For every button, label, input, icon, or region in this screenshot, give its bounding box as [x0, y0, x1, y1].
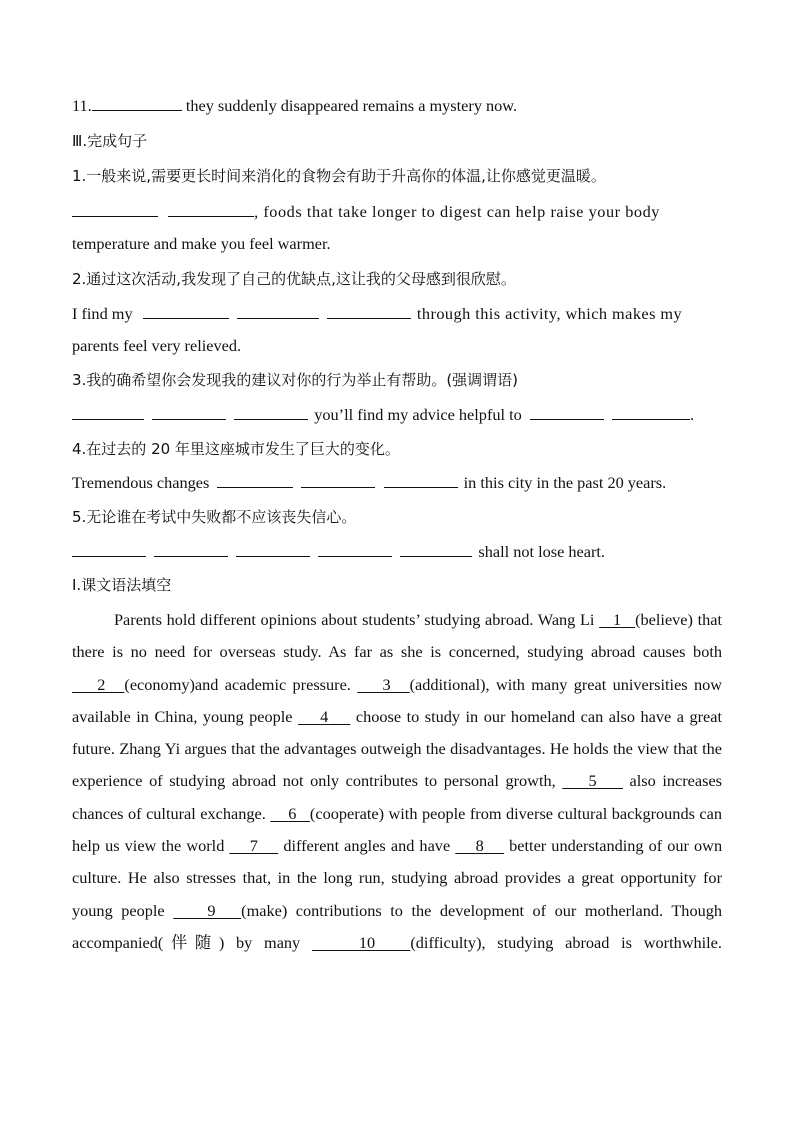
answer-blank[interactable] [234, 405, 308, 420]
answer-blank[interactable] [327, 304, 411, 319]
answer-blank[interactable] [318, 542, 392, 557]
passage-text: different angles and have [283, 836, 451, 856]
passage-text: choose to study in our homeland can also have a great future. Zhang Yi argues that the advantages outweigh the disadvantages. He holds the view that the experience of studying abroad not only contributes to personal growth, [72, 706, 723, 791]
passage-text: also increases chances of cultural exchange. [72, 771, 723, 823]
sentence-5-text: shall not lose heart. [478, 542, 605, 561]
answer-blank[interactable] [143, 304, 229, 319]
answer-blank[interactable] [384, 473, 458, 488]
sentence-4-chinese: 4.在过去的 20 年里这座城市发生了巨大的变化。 [72, 440, 400, 458]
sentence-3-end: . [689, 405, 695, 424]
answer-blank[interactable] [217, 473, 293, 488]
answer-blank[interactable] [530, 405, 604, 420]
sentence-3-chinese: 3.我的确希望你会发现我的建议对你的行为举止有帮助。(强调谓语) [72, 371, 519, 389]
answer-blank[interactable] [72, 202, 158, 217]
answer-blank[interactable] [152, 405, 226, 420]
answer-blank[interactable] [154, 542, 228, 557]
passage-text: (difficulty), studying abroad is worthwhile. [410, 932, 722, 952]
section-title-grammar-fill: Ⅰ.课文语法填空 [72, 576, 172, 594]
passage-text: (additional), with many great universities now available in China, young people [72, 674, 723, 726]
cloze-blank-3[interactable]: 3 [382, 674, 391, 694]
cloze-blank-1[interactable]: 1 [613, 610, 622, 629]
sentence-5-chinese: 5.无论谁在考试中失败都不应该丧失信心。 [72, 508, 357, 526]
answer-blank[interactable] [612, 405, 690, 420]
answer-blank[interactable] [92, 96, 182, 111]
sentence-1-text: , foods that take longer to digest can help raise your body [254, 202, 660, 221]
sentence-1-chinese: 1.一般来说,需要更长时间来消化的食物会有助于升高你的体温,让你感觉更温暖。 [72, 167, 606, 185]
passage-text: (economy)and academic pressure. [124, 674, 351, 694]
answer-blank[interactable] [301, 473, 375, 488]
sentence-2-english-cont: parents feel very relieved. [72, 336, 242, 355]
question-text: they suddenly disappeared remains a mystery now. [181, 96, 518, 115]
answer-blank[interactable] [237, 304, 319, 319]
passage-text: (cooperate) with people from diverse cultural backgrounds can help us view the world [72, 803, 722, 856]
cloze-blank-8[interactable]: 8 [475, 836, 484, 856]
sentence-4-prefix: Tremendous changes [72, 473, 210, 492]
cloze-blank-4[interactable]: 4 [320, 706, 329, 726]
sentence-2-english [72, 303, 722, 325]
section-title-completion: Ⅲ.完成句子 [72, 132, 148, 150]
answer-blank[interactable] [168, 202, 254, 217]
sentence-2-prefix: I find my [72, 304, 133, 323]
cloze-blank-10[interactable]: 10 [358, 932, 376, 952]
sentence-3-english [72, 404, 694, 426]
cloze-passage [72, 604, 722, 959]
cloze-blank-6[interactable]: 6 [288, 803, 297, 823]
answer-blank[interactable] [236, 542, 310, 557]
cloze-blank-7[interactable]: 7 [249, 836, 258, 856]
cloze-blank-2[interactable]: 2 [97, 674, 106, 694]
passage-text: Parents hold different opinions about students’ studying abroad. Wang Li [114, 610, 595, 629]
sentence-1-english-cont: temperature and make you feel warmer. [72, 234, 331, 253]
sentence-5-english [72, 541, 605, 563]
sentence-1-english [72, 201, 722, 223]
question-number: 11. [72, 96, 92, 115]
passage-paragraph [72, 604, 722, 959]
sentence-2-text: through this activity, which makes my [416, 304, 683, 323]
answer-blank[interactable] [72, 542, 146, 557]
passage-text: (make) contributions to the development of our motherland. Though accompanied(伴随) by many [72, 900, 723, 952]
question-11 [72, 95, 517, 117]
sentence-4-text: in this city in the past 20 years. [463, 473, 667, 492]
sentence-3-text: you’ll find my advice helpful to [314, 405, 522, 424]
cloze-blank-9[interactable]: 9 [207, 900, 216, 920]
sentence-4-english [72, 472, 666, 494]
sentence-2-chinese: 2.通过这次活动,我发现了自己的优缺点,这让我的父母感到很欣慰。 [72, 270, 516, 288]
cloze-blank-5[interactable]: 5 [588, 771, 597, 791]
passage-text: (believe) that there is no need for overseas study. As far as she is concerned, studying abroad causes both [72, 610, 723, 662]
passage-text: better understanding of our own culture. He also stresses that, in the long run, studying abroad provides a great opportunity for young people [72, 836, 723, 920]
answer-blank[interactable] [400, 542, 472, 557]
answer-blank[interactable] [72, 405, 144, 420]
